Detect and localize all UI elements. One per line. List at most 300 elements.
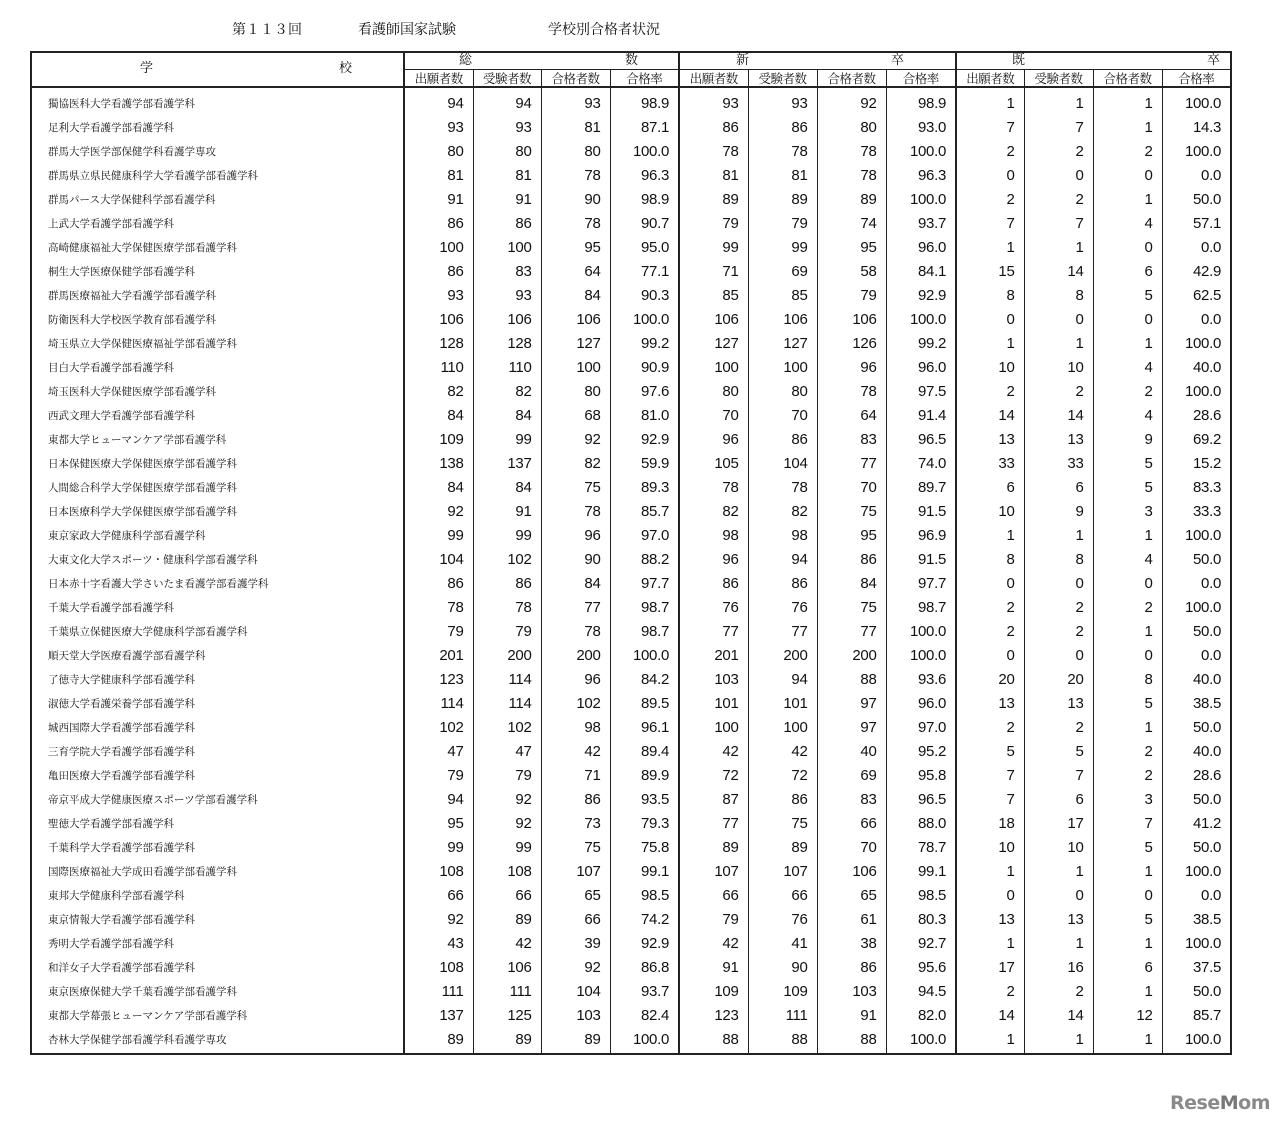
new-examinees: 82	[748, 499, 817, 523]
total-pass-rate: 98.7	[610, 619, 679, 643]
prev-applicants: 14	[956, 403, 1024, 427]
school-name: 亀田医療大学看護学部看護学科	[31, 763, 404, 787]
table-row	[31, 187, 1231, 211]
table-row	[31, 835, 1231, 859]
table-row	[31, 139, 1231, 163]
total-examinees: 83	[473, 259, 541, 283]
prev-examinees: 2	[1024, 619, 1093, 643]
total-examinees: 110	[473, 355, 541, 379]
school-name: 千葉科学大学看護学部看護学科	[31, 835, 404, 859]
school-name: 防衛医科大学校医学教育部看護学科	[31, 307, 404, 331]
total-pass-rate: 88.2	[610, 547, 679, 571]
total-pass-rate: 89.9	[610, 763, 679, 787]
new-examinees: 200	[748, 643, 817, 667]
prev-applicants: 1	[956, 931, 1024, 955]
new-examinees: 100	[748, 715, 817, 739]
new-examinees: 93	[748, 87, 817, 115]
total-passers: 100	[541, 355, 610, 379]
prev-examinees: 16	[1024, 955, 1093, 979]
prev-passers: 0	[1093, 163, 1162, 187]
total-pass-rate: 87.1	[610, 115, 679, 139]
total-passers: 65	[541, 883, 610, 907]
total-pass-rate: 95.0	[610, 235, 679, 259]
total-applicants: 109	[404, 427, 473, 451]
prev-applicants: 18	[956, 811, 1024, 835]
prev-examinees: 14	[1024, 403, 1093, 427]
new-applicants: 79	[679, 211, 748, 235]
total-examinees: 66	[473, 883, 541, 907]
total-passers: 200	[541, 643, 610, 667]
new-pass-rate: 92.9	[886, 283, 956, 307]
total-passers: 80	[541, 139, 610, 163]
new-applicants: 79	[679, 907, 748, 931]
new-applicants: 66	[679, 883, 748, 907]
new-passers: 97	[817, 715, 886, 739]
total-pass-rate: 100.0	[610, 1027, 679, 1054]
new-applicants: 72	[679, 763, 748, 787]
prev-applicants: 8	[956, 547, 1024, 571]
total-applicants: 92	[404, 907, 473, 931]
total-applicants: 43	[404, 931, 473, 955]
total-applicants: 94	[404, 787, 473, 811]
total-pass-rate: 90.3	[610, 283, 679, 307]
prev-pass-rate: 50.0	[1162, 187, 1231, 211]
total-examinees: 89	[473, 1027, 541, 1054]
total-pass-rate: 90.7	[610, 211, 679, 235]
new-examinees: 85	[748, 283, 817, 307]
school-column-header	[31, 52, 404, 87]
new-pass-rate: 96.9	[886, 523, 956, 547]
new-passers: 70	[817, 475, 886, 499]
school-name: 和洋女子大学看護学部看護学科	[31, 955, 404, 979]
prev-passers: 1	[1093, 187, 1162, 211]
total-pass-rate: 59.9	[610, 451, 679, 475]
school-name: 目白大学看護学部看護学科	[31, 355, 404, 379]
total-passers: 107	[541, 859, 610, 883]
new-pass-rate: 95.2	[886, 739, 956, 763]
prev-passers: 4	[1093, 211, 1162, 235]
total-applicants: 138	[404, 451, 473, 475]
prev-applicants: 6	[956, 475, 1024, 499]
new-pass-rate: 97.0	[886, 715, 956, 739]
new-applicants: 98	[679, 523, 748, 547]
school-name: 東都大学幕張ヒューマンケア学部看護学科	[31, 1003, 404, 1027]
new-examinees: 106	[748, 307, 817, 331]
new-examinees: 75	[748, 811, 817, 835]
prev-passers: 5	[1093, 835, 1162, 859]
document-subject: 学校別合格者状況	[548, 22, 660, 38]
prev-passers: 3	[1093, 499, 1162, 523]
prev-examinees: 1	[1024, 331, 1093, 355]
new-applicants: 127	[679, 331, 748, 355]
new-applicants: 103	[679, 667, 748, 691]
group-header-prev-grad	[956, 52, 1231, 70]
prev-examinees: 1	[1024, 859, 1093, 883]
new-examinees: 99	[748, 235, 817, 259]
school-name: 順天堂大学医療看護学部看護学科	[31, 643, 404, 667]
school-name: 埼玉医科大学保健医療学部看護学科	[31, 379, 404, 403]
total-passers: 92	[541, 427, 610, 451]
prev-examinees: 0	[1024, 163, 1093, 187]
prev-pass-rate: 28.6	[1162, 403, 1231, 427]
prev-applicants: 13	[956, 691, 1024, 715]
prev-passers: 1	[1093, 715, 1162, 739]
prev-examinees: 13	[1024, 907, 1093, 931]
new-applicants: 201	[679, 643, 748, 667]
prev-passers: 1	[1093, 87, 1162, 115]
school-name: 三育学院大学看護学部看護学科	[31, 739, 404, 763]
new-applicants: 105	[679, 451, 748, 475]
total-applicants: 99	[404, 835, 473, 859]
prev-pass-rate: 100.0	[1162, 331, 1231, 355]
prev-passers: 1	[1093, 979, 1162, 1003]
prev-passers: 4	[1093, 547, 1162, 571]
total-examinees: 79	[473, 619, 541, 643]
new-pass-rate: 100.0	[886, 643, 956, 667]
total-pass-rate: 81.0	[610, 403, 679, 427]
school-header-left: 学	[140, 61, 154, 76]
total-passers: 102	[541, 691, 610, 715]
total-applicants: 100	[404, 235, 473, 259]
subheader-pass-rate: 合格率	[1162, 70, 1231, 88]
prev-examinees: 0	[1024, 307, 1093, 331]
total-passers: 64	[541, 259, 610, 283]
total-pass-rate: 84.2	[610, 667, 679, 691]
prev-applicants: 13	[956, 907, 1024, 931]
new-pass-rate: 94.5	[886, 979, 956, 1003]
subheader-passers: 合格者数	[541, 70, 610, 88]
subheader-applicants: 出願者数	[404, 70, 473, 88]
prev-applicants: 5	[956, 739, 1024, 763]
new-pass-rate: 99.1	[886, 859, 956, 883]
total-applicants: 84	[404, 403, 473, 427]
exam-name: 看護師国家試験	[358, 22, 456, 38]
prev-applicants: 0	[956, 571, 1024, 595]
prev-applicants: 2	[956, 595, 1024, 619]
new-examinees: 69	[748, 259, 817, 283]
total-examinees: 94	[473, 87, 541, 115]
new-applicants: 42	[679, 931, 748, 955]
total-examinees: 86	[473, 211, 541, 235]
prev-examinees: 2	[1024, 187, 1093, 211]
total-examinees: 93	[473, 115, 541, 139]
prev-examinees: 1	[1024, 523, 1093, 547]
new-examinees: 109	[748, 979, 817, 1003]
total-applicants: 86	[404, 259, 473, 283]
new-pass-rate: 89.7	[886, 475, 956, 499]
prev-passers: 0	[1093, 643, 1162, 667]
total-applicants: 79	[404, 619, 473, 643]
total-pass-rate: 89.3	[610, 475, 679, 499]
new-examinees: 89	[748, 835, 817, 859]
new-applicants: 88	[679, 1027, 748, 1054]
total-examinees: 114	[473, 667, 541, 691]
prev-applicants: 0	[956, 163, 1024, 187]
new-pass-rate: 82.0	[886, 1003, 956, 1027]
new-applicants: 82	[679, 499, 748, 523]
prev-examinees: 7	[1024, 763, 1093, 787]
prev-pass-rate: 0.0	[1162, 571, 1231, 595]
school-name: 聖徳大学看護学部看護学科	[31, 811, 404, 835]
total-passers: 93	[541, 87, 610, 115]
new-passers: 78	[817, 163, 886, 187]
prev-examinees: 1	[1024, 1027, 1093, 1054]
total-passers: 127	[541, 331, 610, 355]
new-passers: 88	[817, 1027, 886, 1054]
new-applicants: 101	[679, 691, 748, 715]
new-passers: 96	[817, 355, 886, 379]
total-examinees: 78	[473, 595, 541, 619]
prev-passers: 2	[1093, 595, 1162, 619]
school-name: 群馬県立県民健康科学大学看護学部看護学科	[31, 163, 404, 187]
group-header-left: 新	[736, 53, 750, 68]
new-pass-rate: 96.0	[886, 355, 956, 379]
subheader-passers: 合格者数	[817, 70, 886, 88]
prev-applicants: 7	[956, 115, 1024, 139]
total-applicants: 47	[404, 739, 473, 763]
total-examinees: 84	[473, 403, 541, 427]
prev-applicants: 2	[956, 379, 1024, 403]
table-row	[31, 715, 1231, 739]
prev-applicants: 2	[956, 715, 1024, 739]
prev-applicants: 10	[956, 499, 1024, 523]
school-name: 足利大学看護学部看護学科	[31, 115, 404, 139]
new-pass-rate: 96.5	[886, 427, 956, 451]
prev-examinees: 20	[1024, 667, 1093, 691]
table-row	[31, 643, 1231, 667]
total-passers: 90	[541, 547, 610, 571]
new-applicants: 109	[679, 979, 748, 1003]
table-row	[31, 331, 1231, 355]
prev-applicants: 1	[956, 523, 1024, 547]
new-pass-rate: 96.0	[886, 235, 956, 259]
subheader-applicants: 出願者数	[679, 70, 748, 88]
table-row	[31, 571, 1231, 595]
prev-passers: 5	[1093, 907, 1162, 931]
new-passers: 61	[817, 907, 886, 931]
total-passers: 39	[541, 931, 610, 955]
table-row	[31, 739, 1231, 763]
table-row	[31, 979, 1231, 1003]
prev-pass-rate: 50.0	[1162, 619, 1231, 643]
total-examinees: 100	[473, 235, 541, 259]
school-name: 西武文理大学看護学部看護学科	[31, 403, 404, 427]
total-passers: 77	[541, 595, 610, 619]
new-examinees: 88	[748, 1027, 817, 1054]
new-passers: 64	[817, 403, 886, 427]
new-pass-rate: 88.0	[886, 811, 956, 835]
total-pass-rate: 74.2	[610, 907, 679, 931]
new-passers: 77	[817, 619, 886, 643]
total-pass-rate: 86.8	[610, 955, 679, 979]
new-pass-rate: 91.4	[886, 403, 956, 427]
total-passers: 104	[541, 979, 610, 1003]
exam-edition: 第１１３回	[232, 22, 302, 38]
new-pass-rate: 100.0	[886, 139, 956, 163]
new-passers: 40	[817, 739, 886, 763]
new-applicants: 78	[679, 139, 748, 163]
table-row	[31, 355, 1231, 379]
table-row	[31, 907, 1231, 931]
prev-pass-rate: 38.5	[1162, 907, 1231, 931]
total-applicants: 137	[404, 1003, 473, 1027]
prev-passers: 2	[1093, 379, 1162, 403]
prev-applicants: 33	[956, 451, 1024, 475]
total-examinees: 106	[473, 307, 541, 331]
total-examinees: 82	[473, 379, 541, 403]
prev-passers: 0	[1093, 883, 1162, 907]
school-name: 桐生大学医療保健学部看護学科	[31, 259, 404, 283]
total-passers: 96	[541, 523, 610, 547]
total-examinees: 80	[473, 139, 541, 163]
table-row	[31, 763, 1231, 787]
total-passers: 68	[541, 403, 610, 427]
prev-pass-rate: 57.1	[1162, 211, 1231, 235]
total-passers: 73	[541, 811, 610, 835]
new-applicants: 96	[679, 547, 748, 571]
prev-examinees: 10	[1024, 835, 1093, 859]
table-row	[31, 811, 1231, 835]
total-pass-rate: 93.5	[610, 787, 679, 811]
total-applicants: 78	[404, 595, 473, 619]
table-row	[31, 523, 1231, 547]
school-name: 秀明大学看護学部看護学科	[31, 931, 404, 955]
total-passers: 106	[541, 307, 610, 331]
school-results-table	[30, 51, 1232, 1055]
table-row	[31, 1027, 1231, 1054]
new-passers: 66	[817, 811, 886, 835]
total-passers: 89	[541, 1027, 610, 1054]
total-passers: 92	[541, 955, 610, 979]
prev-passers: 0	[1093, 571, 1162, 595]
total-examinees: 111	[473, 979, 541, 1003]
school-name: 了徳寺大学健康科学部看護学科	[31, 667, 404, 691]
new-examinees: 94	[748, 547, 817, 571]
total-examinees: 81	[473, 163, 541, 187]
table-row	[31, 163, 1231, 187]
prev-passers: 1	[1093, 859, 1162, 883]
prev-passers: 0	[1093, 307, 1162, 331]
prev-pass-rate: 15.2	[1162, 451, 1231, 475]
total-passers: 95	[541, 235, 610, 259]
school-name: 杏林大学保健学部看護学科看護学専攻	[31, 1027, 404, 1054]
prev-examinees: 8	[1024, 283, 1093, 307]
prev-passers: 1	[1093, 619, 1162, 643]
total-applicants: 86	[404, 571, 473, 595]
prev-examinees: 33	[1024, 451, 1093, 475]
table-row	[31, 787, 1231, 811]
prev-pass-rate: 100.0	[1162, 1027, 1231, 1054]
new-examinees: 104	[748, 451, 817, 475]
prev-applicants: 0	[956, 643, 1024, 667]
school-name: 日本赤十字看護大学さいたま看護学部看護学科	[31, 571, 404, 595]
prev-passers: 9	[1093, 427, 1162, 451]
total-passers: 71	[541, 763, 610, 787]
subheader-passers: 合格者数	[1093, 70, 1162, 88]
table-row	[31, 259, 1231, 283]
new-examinees: 78	[748, 475, 817, 499]
prev-examinees: 13	[1024, 691, 1093, 715]
prev-applicants: 8	[956, 283, 1024, 307]
prev-pass-rate: 37.5	[1162, 955, 1231, 979]
total-examinees: 128	[473, 331, 541, 355]
total-examinees: 99	[473, 835, 541, 859]
new-passers: 91	[817, 1003, 886, 1027]
prev-passers: 4	[1093, 403, 1162, 427]
new-examinees: 66	[748, 883, 817, 907]
new-examinees: 78	[748, 139, 817, 163]
prev-applicants: 2	[956, 187, 1024, 211]
new-passers: 103	[817, 979, 886, 1003]
new-applicants: 77	[679, 811, 748, 835]
total-applicants: 91	[404, 187, 473, 211]
total-applicants: 99	[404, 523, 473, 547]
prev-passers: 6	[1093, 955, 1162, 979]
total-examinees: 93	[473, 283, 541, 307]
prev-examinees: 2	[1024, 139, 1093, 163]
new-pass-rate: 92.7	[886, 931, 956, 955]
table-row	[31, 427, 1231, 451]
prev-pass-rate: 50.0	[1162, 835, 1231, 859]
new-pass-rate: 98.5	[886, 883, 956, 907]
prev-passers: 4	[1093, 355, 1162, 379]
prev-applicants: 10	[956, 835, 1024, 859]
prev-examinees: 5	[1024, 739, 1093, 763]
table-row	[31, 667, 1231, 691]
total-passers: 78	[541, 619, 610, 643]
prev-examinees: 7	[1024, 115, 1093, 139]
new-passers: 84	[817, 571, 886, 595]
total-examinees: 92	[473, 811, 541, 835]
new-examinees: 81	[748, 163, 817, 187]
new-examinees: 72	[748, 763, 817, 787]
new-passers: 92	[817, 87, 886, 115]
school-name: 淑徳大学看護栄養学部看護学科	[31, 691, 404, 715]
group-header-right: 数	[625, 53, 639, 68]
total-passers: 78	[541, 211, 610, 235]
school-name: 東邦大学健康科学部看護学科	[31, 883, 404, 907]
new-pass-rate: 100.0	[886, 1027, 956, 1054]
prev-applicants: 1	[956, 331, 1024, 355]
total-passers: 75	[541, 475, 610, 499]
new-pass-rate: 97.5	[886, 379, 956, 403]
prev-pass-rate: 50.0	[1162, 715, 1231, 739]
school-name: 獨協医科大学看護学部看護学科	[31, 87, 404, 115]
subheader-examinees: 受験者数	[473, 70, 541, 88]
total-pass-rate: 99.1	[610, 859, 679, 883]
new-pass-rate: 96.0	[886, 691, 956, 715]
school-name: 上武大学看護学部看護学科	[31, 211, 404, 235]
new-applicants: 100	[679, 715, 748, 739]
total-examinees: 125	[473, 1003, 541, 1027]
new-passers: 80	[817, 115, 886, 139]
prev-applicants: 2	[956, 619, 1024, 643]
school-name: 帝京平成大学健康医療スポーツ学部看護学科	[31, 787, 404, 811]
new-passers: 75	[817, 499, 886, 523]
total-pass-rate: 93.7	[610, 979, 679, 1003]
new-applicants: 89	[679, 835, 748, 859]
new-passers: 83	[817, 427, 886, 451]
new-passers: 70	[817, 835, 886, 859]
prev-pass-rate: 100.0	[1162, 595, 1231, 619]
total-examinees: 108	[473, 859, 541, 883]
new-passers: 89	[817, 187, 886, 211]
new-passers: 200	[817, 643, 886, 667]
total-examinees: 42	[473, 931, 541, 955]
total-examinees: 102	[473, 547, 541, 571]
total-pass-rate: 97.7	[610, 571, 679, 595]
new-applicants: 93	[679, 87, 748, 115]
